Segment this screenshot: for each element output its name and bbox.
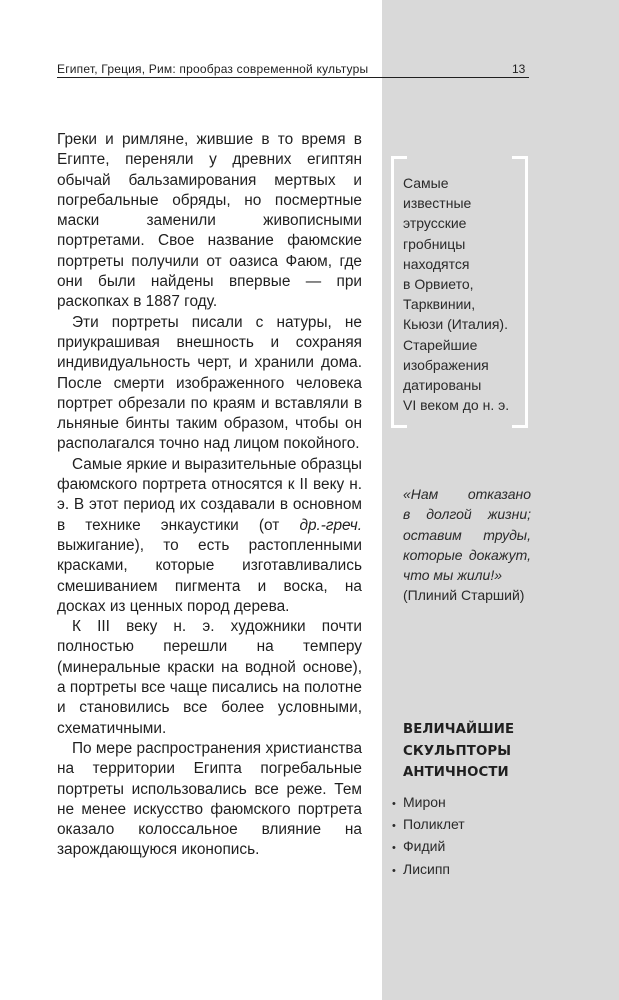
bullet-icon: •	[392, 864, 396, 877]
paragraph-3-abbrev: дp.-греч.	[299, 516, 362, 534]
main-text-column	[57, 130, 362, 861]
fact-text: Самые известные этрусские гробницы находятся в Орвието, Тарквинии, Кьюзи (Италия). Старейшие изображения датированы VI веком до н. э.	[403, 175, 510, 414]
list-item	[392, 859, 465, 881]
quote-line: что мы жили!»	[403, 567, 502, 584]
heading-line: СКУЛЬПТОРЫ	[403, 743, 512, 759]
bullet-icon: •	[392, 842, 396, 855]
paragraph-3-part-1: Самые яркие и выразительные образцы фаюмского портрета относятся к II веку н. э. В этот период их создавали в основном в технике энкаустики (от	[57, 455, 362, 534]
sculptor-name: Поликлет	[403, 816, 465, 833]
sculptors-heading	[403, 719, 543, 784]
sculptor-name: Мирон	[403, 794, 446, 810]
quote-line: в долгой жизни;	[403, 506, 531, 523]
quote-line: оставим труды,	[403, 526, 531, 543]
page-number: 13	[512, 62, 526, 76]
sculptor-name: Фидий	[403, 838, 446, 855]
quote-line: «Нам отказано	[403, 486, 531, 502]
paragraph-4: К III веку н. э. художники почти полностью перешли на темперу (минеральные краски на водной основе), а портреты все чаще писались на полотне и становились все более условными, схематичными.	[57, 618, 362, 737]
paragraph-3-part-2: выжигание), то есть растопленными красками, которые изготавливались смешиванием пигмента и воска, на досках из ценных пород дерева.	[57, 536, 362, 615]
heading-line: ВЕЛИЧАЙШИЕ	[403, 722, 515, 737]
bullet-icon: •	[392, 798, 396, 810]
header-rule	[57, 77, 529, 78]
list-item	[392, 836, 465, 858]
paragraph-2: Эти портреты писали с натуры, не приукрашивая внешность и сохраняя индивидуальность черт, и хранили дома. После смерти изображенного человека портрет обрезали по краям и вставляли в льняные бинты таким образом, чтобы он располагался точно над лицом покойного.	[57, 313, 362, 453]
sculptors-list	[392, 792, 465, 881]
list-item	[392, 814, 465, 836]
quote	[403, 484, 531, 585]
fact-box	[391, 156, 528, 428]
quote-author: (Плиний Старший)	[403, 587, 525, 603]
paragraph-3	[57, 455, 362, 617]
paragraph-5: По мере распространения христианства на территории Египта погребальные портреты использовались все реже. Тем не менее искусство фаюмского портрета оказало колоссальное влияние на зарождающуюся иконопись.	[57, 739, 362, 859]
list-item	[392, 792, 465, 814]
paragraph-1: Греки и римляне, жившие в то время в Египте, переняли у древних египтян обычай бальзамирования мертвых и погребальные обряды, но посмертные маски заменили живописными портретами. Свое название фаюмские портреты получили от оазиса Фаюм, где они были найдены впервые — при раскопках в 1887 году.	[57, 131, 362, 311]
running-header-title: Египет, Греция, Рим: прообраз современной культуры	[57, 62, 369, 76]
bullet-icon: •	[392, 820, 396, 833]
sculptor-name: Лисипп	[403, 860, 450, 877]
quote-line: которые докажут,	[403, 546, 531, 563]
heading-line: АНТИЧНОСТИ	[403, 765, 509, 780]
